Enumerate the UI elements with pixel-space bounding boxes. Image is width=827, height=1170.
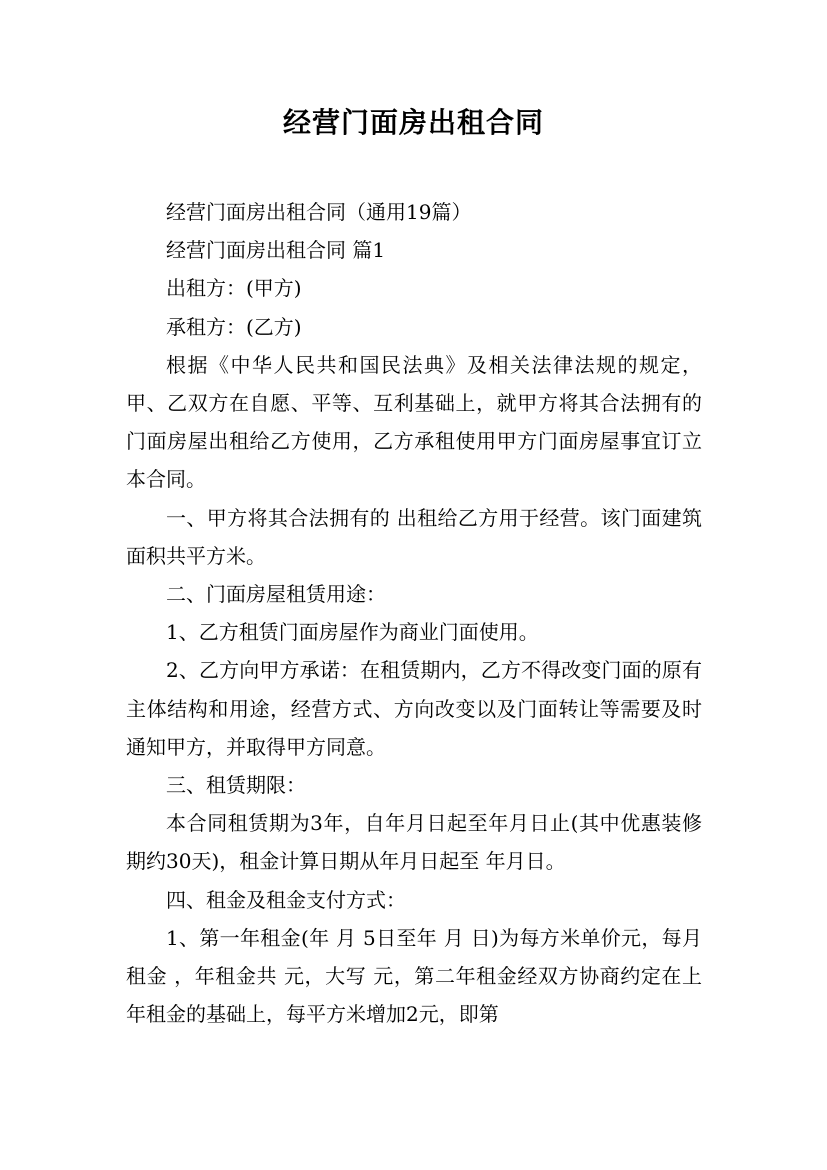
paragraph-clause-4-heading: 四、租金及租金支付方式： — [166, 887, 406, 912]
paragraph-clause-2-item-2: 2、乙方向甲方承诺：在租赁期内，乙方不得改变门面的原有主体结构和用途，经营方式、方向改变以及门面转让等需要及时通知甲方，并取得甲方同意。 — [126, 658, 702, 759]
paragraph-clause-2-heading: 二、门面房屋租赁用途： — [166, 582, 386, 607]
paragraph-clause-4-item-1: 1、第一年租金(年 月 5日至年 月 日)为每方米单价元，每月租金 ，年租金共 元，大写 元，第二年租金经双方协商约定在上年租金的基础上，每平方米增加2元，即第 — [126, 925, 702, 1027]
paragraph-lessee: 承租方：(乙方) — [166, 314, 302, 339]
paragraph-clause-3-body: 本合同租赁期为3年，自年月日起至年月日止(其中优惠装修期约30天)，租金计算日期从年月日起至 年月日。 — [126, 811, 702, 874]
document-title: 经营门面房出租合同 — [282, 106, 544, 139]
document-body — [126, 193, 702, 1033]
paragraph-heading: 经营门面房出租合同（通用19篇） — [166, 200, 472, 224]
paragraph-clause-1: 一、甲方将其合法拥有的 出租给乙方用于经营。该门面建筑面积共平方米。 — [126, 505, 702, 568]
paragraph-lessor: 出租方：(甲方) — [166, 276, 302, 301]
paragraph-clause-2-item-1: 1、乙方租赁门面房屋作为商业门面使用。 — [166, 620, 539, 645]
paragraph-section-title: 经营门面房出租合同 篇1 — [166, 238, 386, 263]
paragraph-intro: 根据《中华人民共和国民法典》及相关法律法规的规定，甲、乙双方在自愿、平等、互利基础上，就甲方将其合法拥有的门面房屋出租给乙方使用，乙方承租使用甲方门面房屋事宜订立本合同。 — [126, 352, 702, 492]
paragraph-clause-3-heading: 三、租赁期限： — [166, 773, 306, 798]
